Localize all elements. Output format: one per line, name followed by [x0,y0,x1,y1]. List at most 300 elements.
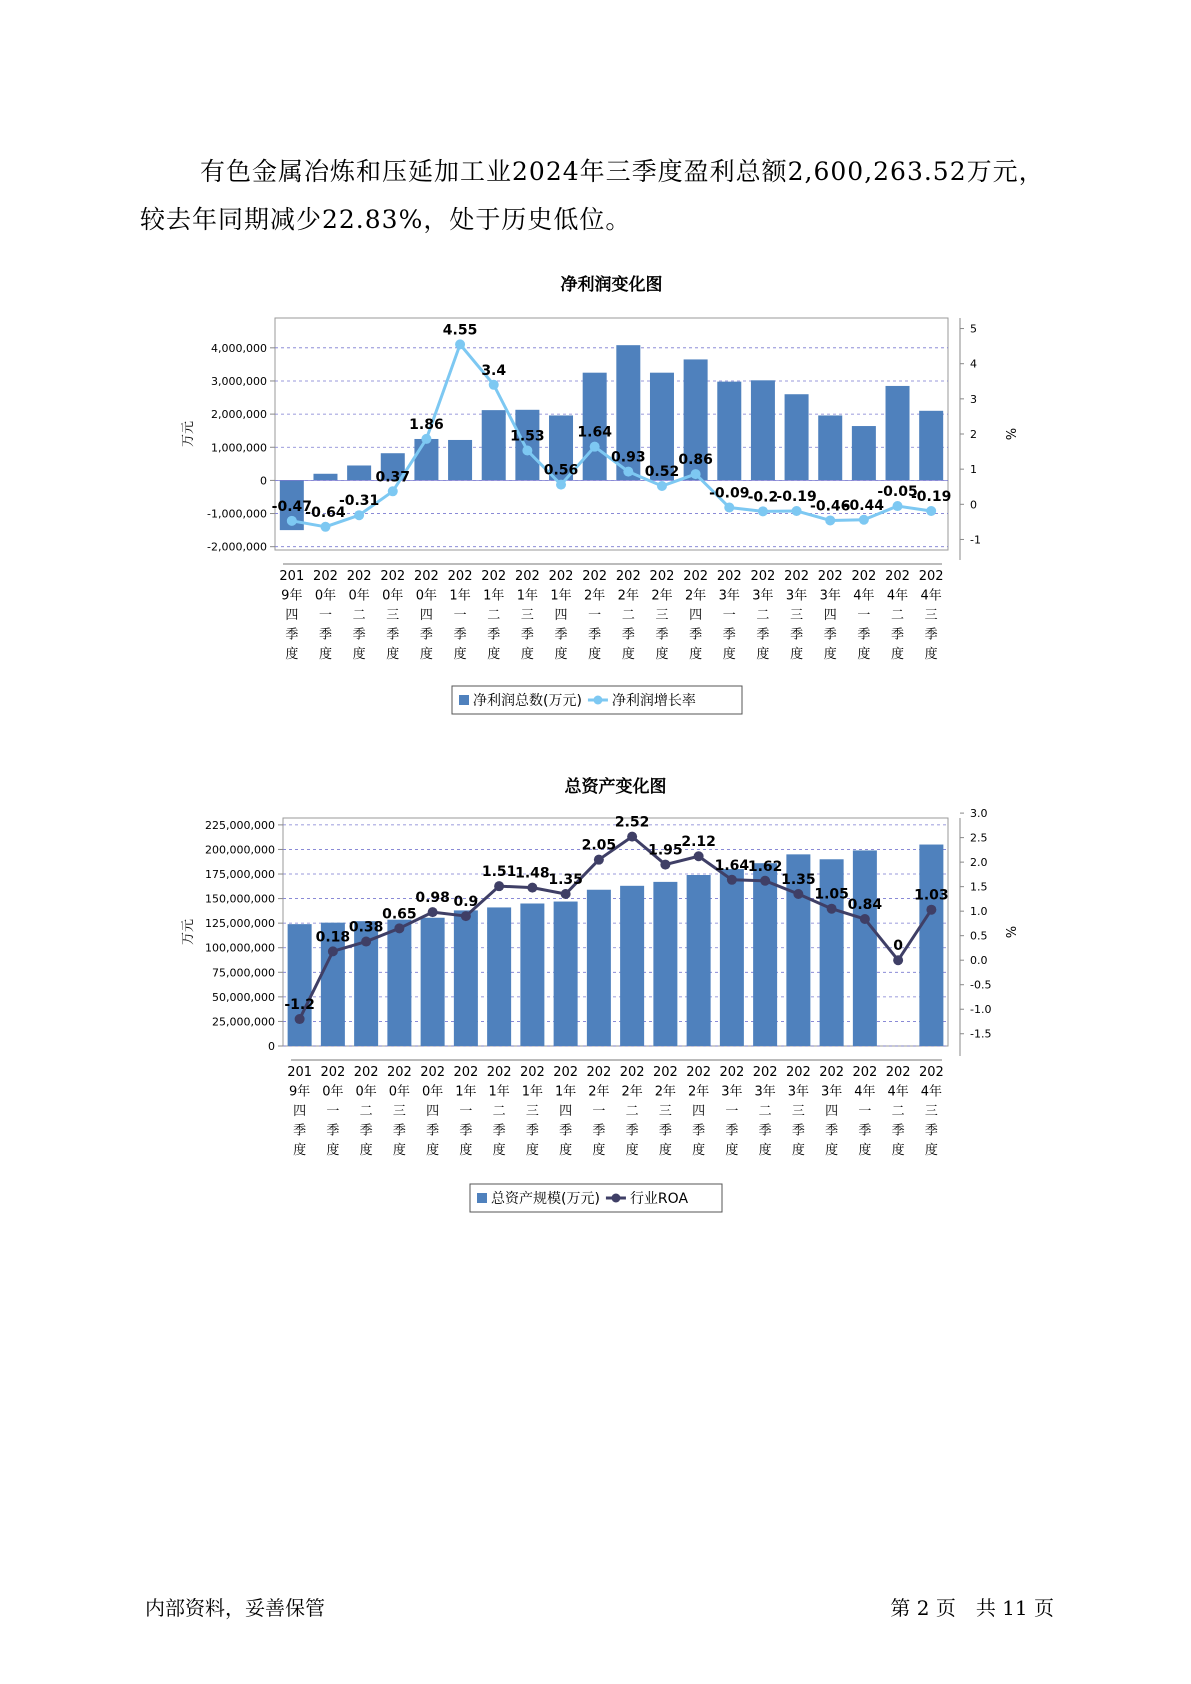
data-label: 1.64 [577,424,612,441]
data-label: 0.84 [847,897,883,914]
x-tick-label-line: 3年 [718,588,740,604]
y-tick-label: 25,000,000 [212,1015,275,1029]
x-tick-label-line: 季 [891,1123,905,1139]
data-label: 2.05 [581,837,617,854]
y-tick-label: 75,000,000 [212,966,275,980]
data-label: 1.05 [814,886,849,903]
x-tick-label-line: 一 [592,1104,606,1119]
x-tick-label [683,569,708,662]
x-tick-label-line: 三 [790,608,804,623]
line-point [561,889,571,899]
data-label: -0.31 [338,493,380,510]
x-tick-label-line: 202 [885,1065,911,1080]
bar [421,918,445,1046]
x-tick-label-line: 度 [924,647,938,662]
bar [454,910,478,1046]
x-tick-label-line: 0年 [388,1084,411,1100]
x-tick-label-line: 季 [318,627,332,643]
x-tick-label-line: 季 [588,627,602,643]
x-tick-label [919,569,944,662]
x-tick-label-line: 1年 [516,588,539,604]
y-tick-label: 200,000,000 [205,843,275,857]
x-tick-label-line: 季 [459,1123,473,1139]
x-tick-label-line: 度 [891,647,905,662]
line-point [860,914,870,924]
x-tick-label-line: 1年 [455,1084,477,1100]
x-tick-label [420,1065,445,1158]
data-label: 0.65 [382,906,417,923]
line-point [758,506,768,516]
x-tick-label-line: 季 [758,1123,772,1139]
x-tick-label-line: 度 [924,1143,938,1158]
chart-title: 净利润变化图 [560,275,663,295]
x-tick-label [885,569,910,662]
x-tick-label-line: 三 [525,1104,539,1119]
x-tick-label [487,1065,512,1158]
x-tick-label-line: 季 [891,627,905,643]
bar [448,440,472,480]
y2-axis-label: % [1002,925,1017,939]
line-point [657,481,667,491]
x-tick-label-line: 一 [453,608,467,623]
x-tick-label-line: 3年 [819,588,841,604]
x-tick-label-line: 度 [858,1143,872,1158]
x-tick-label-line: 202 [851,569,877,584]
y2-tick-label: 2 [970,428,977,441]
y2-tick-label: 0.0 [970,954,988,968]
x-tick-label-line: 202 [918,1065,944,1080]
x-tick-label-line: 度 [725,1143,739,1158]
line-point [724,502,734,512]
x-tick-label-line: 4年 [920,1084,943,1100]
data-label: 0.52 [644,464,680,481]
x-tick-label-line: 季 [725,1123,739,1139]
x-tick-label-line: 季 [487,627,501,643]
y2-tick-label: 0 [970,498,977,512]
x-tick-label [719,1065,744,1158]
x-tick-label-line: 3年 [785,588,808,604]
x-tick-label-line: 二 [891,608,905,623]
x-tick-label-line: 202 [346,569,372,584]
x-tick-label-line: 四 [689,608,703,623]
data-label: 0 [893,938,903,955]
y-tick-label: 150,000,000 [205,892,275,906]
x-tick-label-line: 季 [823,627,837,643]
x-tick-label-line: 季 [386,627,400,643]
x-tick-label-line: 度 [520,647,534,662]
x-tick-label [313,569,338,662]
x-tick-label-line: 202 [313,569,338,584]
x-tick-label-line: 三 [655,608,669,623]
x-tick-label-line: 季 [492,1123,506,1139]
x-tick-label-line: 度 [857,647,871,662]
x-tick-label-line: 季 [559,1123,573,1139]
x-tick-label-line: 二 [756,608,770,623]
bar [347,465,371,480]
x-tick-label-line: 季 [825,1123,839,1139]
x-tick-label-line: 202 [553,1065,579,1080]
x-tick-label-line: 202 [619,1065,645,1080]
x-tick-label-line: 度 [722,647,736,662]
x-tick-label-line: 三 [520,608,534,623]
data-label: -0.64 [305,504,346,521]
x-tick-label-line: 0年 [314,588,337,604]
legend-swatch-marker [593,696,602,705]
x-tick-label-line: 季 [655,627,669,643]
x-tick-label-line: 202 [852,1065,878,1080]
x-tick-label-line: 季 [692,1123,706,1139]
data-label: -0.46 [810,498,851,515]
bar [620,886,644,1046]
line-point [556,480,566,490]
x-tick-label-line: 2年 [621,1084,643,1100]
x-tick-label-line: 度 [692,1143,706,1158]
y2-tick-label: 2.5 [970,831,988,845]
x-tick-label-line: 季 [592,1123,606,1139]
legend-label-bar: 总资产规模(万元) [491,1191,600,1207]
x-tick-label-line: 度 [758,1143,772,1158]
x-tick-label [481,569,506,662]
x-tick-label-line: 度 [419,647,433,662]
y-tick-label: 0 [268,1040,275,1053]
bar [487,907,511,1046]
total-assets-chart [0,770,1191,1230]
line-point [461,911,471,921]
legend-swatch-bar [477,1193,487,1203]
x-tick-label-line: 2年 [684,588,707,604]
y-tick-label: 2,000,000 [211,408,267,422]
x-tick-label-line: 202 [649,569,675,584]
x-tick-label [819,1065,844,1158]
data-label: 2.12 [681,834,716,851]
bar [313,474,337,481]
x-tick-label-line: 度 [790,647,804,662]
x-tick-label-line: 202 [486,1065,512,1080]
x-tick-label-line: 季 [857,627,871,643]
x-tick-label-line: 度 [285,647,299,662]
x-tick-label-line: 度 [655,647,669,662]
x-tick-label-line: 度 [386,647,400,662]
y2-tick-label: 3 [970,392,977,406]
data-label: 0.37 [375,469,411,486]
x-tick-label-line: 季 [426,1123,440,1139]
x-tick-label-line: 202 [750,569,776,584]
data-label: 0.98 [415,890,450,907]
x-tick-label-line: 202 [683,569,709,584]
data-label: -0.19 [776,488,817,505]
x-tick-label-line: 202 [586,1065,612,1080]
x-tick-label-line: 季 [352,627,366,643]
x-tick-label [380,569,405,662]
x-tick-label-line: 0年 [382,588,404,604]
x-tick-label-line: 202 [353,1065,379,1080]
x-tick-label [520,1065,545,1158]
x-tick-label-line: 202 [420,1065,446,1080]
x-tick-label [786,1065,811,1158]
x-tick-label-line: 季 [924,627,938,643]
x-tick-label-line: 202 [784,569,809,584]
y2-tick-label: 1.5 [970,880,988,894]
data-label: 1.86 [409,416,444,433]
x-tick-label-line: 度 [825,1143,839,1158]
line-point [827,904,837,914]
data-label: -0.44 [843,497,885,514]
data-label: 1.51 [481,864,517,881]
y2-tick-label: -1 [970,533,981,547]
x-tick-label-line: 0年 [415,588,438,604]
x-tick-label-line: 一 [857,608,871,623]
x-tick-label-line: 202 [615,569,641,584]
line-point [792,506,802,516]
x-tick-label-line: 度 [791,1143,805,1158]
bar [717,382,741,481]
line-point [421,434,431,444]
x-tick-label [650,569,675,662]
x-tick-label-line: 季 [924,1123,938,1139]
line-point [328,946,338,956]
y-tick-label: 4,000,000 [211,341,267,355]
x-tick-label-line: 4年 [853,588,875,604]
y2-tick-label: 1.0 [970,905,988,919]
data-label: 0.18 [315,929,351,946]
bar [919,845,943,1046]
line-point [522,446,532,456]
y-tick-label: 1,000,000 [211,441,267,455]
line-point [627,832,637,842]
bar [785,394,809,480]
y2-tick-label: -1.0 [970,1003,992,1017]
line-point [694,851,704,861]
x-tick-label-line: 202 [514,569,540,584]
bar [687,875,711,1046]
x-tick-label-line: 二 [625,1104,639,1119]
x-tick-label-line: 202 [817,569,843,584]
bar [919,411,943,481]
data-label: 3.4 [481,362,507,379]
bar [515,410,539,481]
y2-tick-label: -1.5 [970,1027,992,1041]
x-tick-label-line: 3年 [754,1084,776,1100]
x-tick-label-line: 3年 [752,588,774,604]
x-tick-label-line: 四 [293,1104,307,1119]
x-tick-label-line: 202 [453,1065,479,1080]
data-label: 2.52 [614,814,650,831]
legend-swatch-bar [459,695,469,705]
x-tick-label-line: 1年 [449,588,471,604]
x-tick-label-line: 202 [785,1065,811,1080]
x-tick-label-line: 度 [554,647,568,662]
bar [587,890,611,1046]
x-tick-label-line: 季 [658,1123,672,1139]
data-label: 1.35 [548,872,583,888]
data-label: -0.19 [910,488,952,505]
data-label: 1.35 [781,872,816,888]
x-tick-label-line: 季 [326,1123,340,1139]
x-tick-label-line: 度 [318,647,332,662]
x-tick-label-line: 三 [924,608,938,623]
x-tick-label-line: 度 [658,1143,672,1158]
x-tick-label-line: 二 [891,1104,905,1119]
line-point [287,516,297,526]
line-point [926,905,936,915]
bar [482,410,506,480]
x-tick-label-line: 2年 [651,588,673,604]
x-tick-label-line: 2年 [584,588,606,604]
line-point [494,881,504,891]
y2-tick-label: 0.5 [970,929,988,943]
x-tick-label-line: 度 [359,1143,373,1158]
x-tick-label-line: 二 [758,1104,772,1119]
bar [554,902,578,1046]
line-point [590,442,600,452]
line-point [320,522,330,532]
x-tick-label-line: 三 [386,608,400,623]
x-tick-label-line: 202 [380,569,406,584]
x-tick-label-line: 202 [548,569,574,584]
x-tick-label-line: 202 [719,1065,745,1080]
data-label: -0.47 [271,498,313,515]
y2-tick-label: -0.5 [970,978,992,992]
y-tick-label: -2,000,000 [207,540,267,554]
x-tick-label-line: 二 [621,608,635,623]
y2-axis-label: % [1002,427,1017,441]
x-tick-label-line: 202 [447,569,473,584]
x-tick-label-line: 三 [924,1104,938,1119]
line-point [361,937,371,947]
x-tick-label-line: 1年 [483,588,505,604]
x-tick-label [653,1065,678,1158]
y-tick-label: 225,000,000 [205,818,275,832]
line-point [455,339,465,349]
x-tick-label-line: 202 [652,1065,678,1080]
x-tick-label [287,1065,312,1158]
x-tick-label-line: 四 [692,1104,706,1119]
x-tick-label-line: 一 [326,1104,340,1119]
x-tick-label-line: 4年 [886,588,909,604]
x-tick-label-line: 季 [689,627,703,643]
line-point [793,889,803,899]
x-tick-label-line: 四 [426,1104,440,1119]
x-tick-label-line: 季 [756,627,770,643]
x-tick-label-line: 季 [359,1123,373,1139]
data-label: 0.86 [678,452,713,469]
bar [288,924,312,1046]
x-tick-label-line: 202 [320,1065,346,1080]
x-tick-label [620,1065,645,1158]
x-tick-label-line: 四 [285,608,299,623]
legend-label-line: 净利润增长率 [611,693,696,709]
line-point [893,501,903,511]
footer-page-number: 第 2 页 共 11 页 [890,1596,1054,1620]
data-label: 1.62 [747,858,783,875]
x-tick-label-line: 一 [722,608,736,623]
x-tick-label-line: 季 [285,627,299,643]
summary-paragraph: 有色金属冶炼和压延加工业2024年三季度盈利总额2,600,263.52万元，较去年同期减少22.83%，处于历史低位。 [140,157,1045,234]
x-tick-label [549,569,574,662]
x-tick-label-line: 202 [519,1065,545,1080]
x-tick-label-line: 201 [287,1065,313,1080]
x-tick-label-line: 季 [554,627,568,643]
footer-confidential: 内部资料，妥善保管 [145,1596,325,1620]
x-tick-label [851,569,876,662]
x-tick-label-line: 三 [658,1104,672,1119]
x-tick-label-line: 2年 [654,1084,677,1100]
x-tick-label [852,1065,877,1158]
line-point [489,380,499,390]
x-tick-label-line: 度 [453,647,467,662]
x-tick-label-line: 度 [625,1143,639,1158]
x-tick-label-line: 二 [487,608,501,623]
x-tick-label-line: 度 [492,1143,506,1158]
x-tick-label [515,569,540,662]
x-tick-label-line: 202 [716,569,742,584]
y2-tick-label: 2.0 [970,856,988,870]
y-tick-label: 0 [260,474,267,488]
bar [818,415,842,480]
x-tick-label-line: 三 [392,1104,406,1119]
x-tick-label-line: 度 [592,1143,606,1158]
bar [886,386,910,480]
x-tick-label-line: 一 [858,1104,872,1119]
x-tick-label-line: 1年 [550,588,572,604]
x-tick-label [717,569,742,662]
x-tick-label-line: 季 [858,1123,872,1139]
x-tick-label-line: 2年 [617,588,639,604]
bar [753,863,777,1046]
x-tick-label-line: 度 [559,1143,573,1158]
x-tick-label-line: 度 [588,647,602,662]
x-tick-label-line: 季 [520,627,534,643]
x-tick-label-line: 1年 [554,1084,577,1100]
line-point [760,876,770,886]
line-point [428,907,438,917]
x-tick-label-line: 2年 [687,1084,710,1100]
data-label: 1.03 [914,887,949,904]
x-tick-label [753,1065,778,1158]
data-label: 0.38 [348,919,384,936]
line-point [594,855,604,865]
x-tick-label-line: 二 [492,1104,506,1119]
data-label: 0.56 [543,462,579,479]
x-tick-label-line: 9年 [281,588,303,604]
y-tick-label: 50,000,000 [212,990,275,1004]
x-tick-label-line: 季 [419,627,433,643]
x-tick-label-line: 202 [582,569,608,584]
x-tick-label-line: 0年 [355,1084,377,1100]
data-label: 1.48 [515,865,550,882]
x-tick-label-line: 季 [625,1123,639,1139]
x-tick-label-line: 202 [481,569,507,584]
x-tick-label-line: 2年 [588,1084,610,1100]
legend-label-line: 行业ROA [629,1191,689,1207]
x-tick-label-line: 二 [359,1104,373,1119]
x-tick-label-line: 度 [756,647,770,662]
data-label: -0.05 [877,484,918,501]
bar [520,904,544,1047]
x-tick-label [279,569,304,662]
y-tick-label: 125,000,000 [205,917,275,931]
x-tick-label-line: 季 [722,627,736,643]
x-tick-label-line: 度 [352,647,366,662]
x-tick-label [616,569,641,662]
x-tick-label-line: 度 [525,1143,539,1158]
x-tick-label-line: 202 [752,1065,778,1080]
x-tick-label-line: 0年 [421,1084,444,1100]
x-tick-label-line: 度 [487,647,501,662]
x-tick-label [453,1065,478,1158]
x-tick-label-line: 202 [414,569,439,584]
x-tick-label [354,1065,379,1158]
